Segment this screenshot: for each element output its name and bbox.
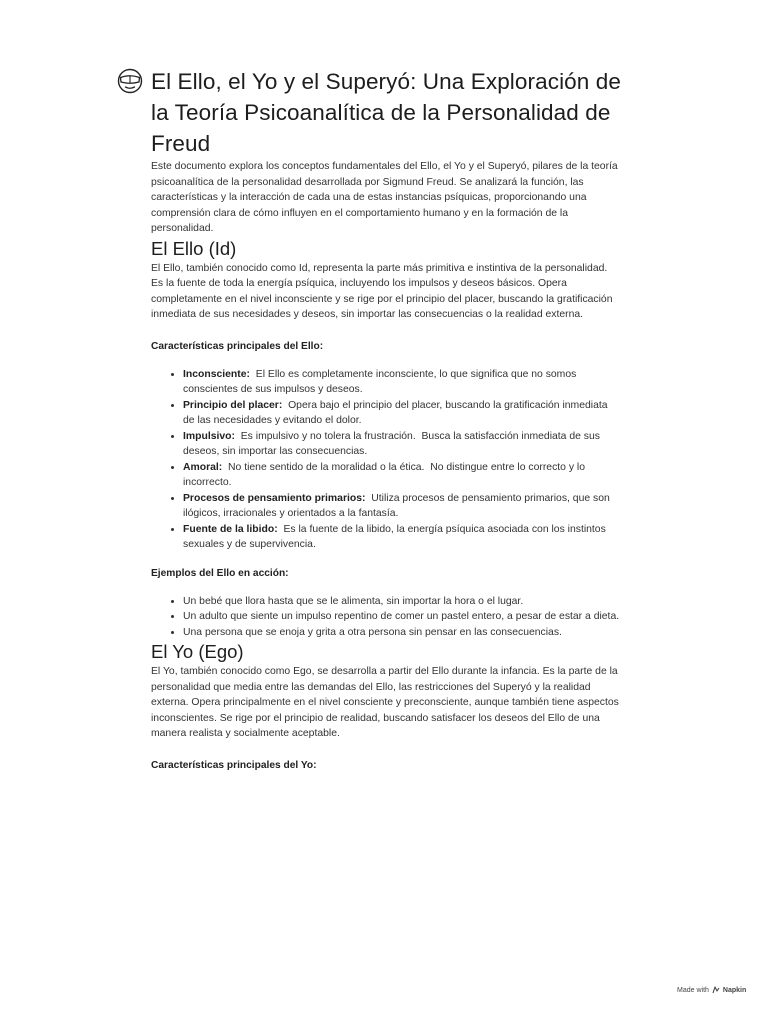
list-item-term: Principio del placer: [183,399,283,411]
list-item [183,460,621,491]
list-item-term: Amoral: [183,461,223,473]
list-item-term: Impulsivo: [183,430,235,442]
list-item-text: Opera bajo el principio del placer, buscando la gratificación inmediata de las necesidades y evitando el dolor. [183,399,611,426]
ello-characteristics-list [151,367,621,553]
yo-characteristics-title: Características principales del Yo: [151,759,317,771]
list-item-text: Es impulsivo y no tolera la frustración. Busca la satisfacción inmediata de sus deseos, sin importar las consecuencias. [183,430,603,457]
list-item-term: Procesos de pensamiento primarios: [183,492,366,504]
list-item-text: Es la fuente de la libido, la energía psíquica asociada con los instintos sexuales y de supervivencia. [183,523,609,550]
list-item: • Una persona que se enoja y grita a otra persona sin pensar en las consecuencias. [183,625,621,641]
ello-examples-title: Ejemplos del Ello en acción: [151,567,289,579]
list-item-text: El Ello es completamente inconsciente, lo que significa que no somos conscientes de sus impulsos y deseos. [183,368,580,395]
ello-characteristics-title: Características principales del Ello: [151,340,324,352]
list-item-term: Fuente de la libido: [183,523,278,535]
list-item-text: Utiliza procesos de pensamiento primarios, que son ilógicos, irracionales y orientados a la fantasía. [183,492,613,519]
list-item [183,491,621,522]
made-with-label: Made with [677,986,709,994]
list-item: • Un adulto que siente un impulso repentino de comer un pastel entero, a pesar de estar a dieta. [183,609,621,625]
napkin-logo-icon [712,986,720,994]
page-title: El Ello, el Yo y el Superyó: Una Exploración de la Teoría Psicoanalítica de la Personalidad de Freud [151,69,621,156]
napkin-brand: Napkin [722,986,747,994]
list-item-term: Inconsciente: [183,368,250,380]
section-heading-yo: El Yo (Ego) [151,641,244,662]
list-item [183,398,621,429]
ello-description: El Ello, también conocido como Id, representa la parte más primitiva e instintiva de la personalidad. Es la fuente de toda la energía psíquica, incluyendo los impulsos y deseos básicos. Opera completamente en el nivel inconsciente y se rige por el principio del placer, buscando la gratificación inmediata de sus necesidades y deseos, sin importar las consecuencias o la realidad externa. [151,262,613,320]
yo-description: El Yo, también conocido como Ego, se desarrolla a partir del Ello durante la infancia. Es la parte de la personalidad que media entre las demandas del Ello, las restricciones del Superyó y la realidad externa. Opera principalmente en el nivel consciente y preconsciente, aunque también tiene aspectos inconscientes. Se rige por el principio de realidad, buscando satisfacer los deseos del Ello de una manera realista y socialmente aceptable. [151,666,619,739]
list-item [183,367,621,398]
intro-paragraph: Este documento explora los conceptos fundamentales del Ello, el Yo y el Superyó, pilares de la teoría psicoanalítica de la personalidad desarrollada por Sigmund Freud. Se analizará la función, las características y la interacción de cada una de estas instancias psíquicas, proporcionando una comprensión clara de cómo influyen en el comportamiento humano y en la formación de la personalidad. [151,161,618,234]
document [151,66,621,773]
list-item [183,522,621,553]
ello-examples-list [151,594,621,641]
goggles-face-icon [117,68,143,94]
list-item-text: No tiene sentido de la moralidad o la ética. No distingue entre lo correcto y lo incorrecto. [183,461,588,488]
title-row [151,66,621,159]
list-item: • Un bebé que llora hasta que se le alimenta, sin importar la hora o el lugar. [183,594,621,610]
list-item [183,429,621,460]
section-heading-ello: El Ello (Id) [151,237,237,259]
made-with-footer[interactable] [677,986,746,994]
